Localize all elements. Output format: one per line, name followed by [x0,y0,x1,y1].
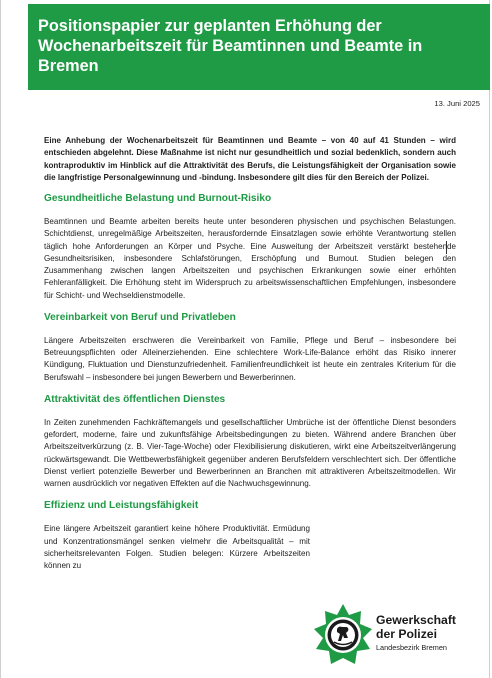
logo-line-gewerkschaft: Gewerkschaft [376,613,456,627]
section-body-attraktivitaet: In Zeiten zunehmenden Fachkräftemangels und gesellschaftlicher Umbrüche ist der öffentliche Dienst besonders gefordert, moderne, faire und zukunftsfähige Arbeitsbedingungen zu bieten. Während andere Branchen über Arbeitszeitverkürzung (z. B. Vier-Tage-Woche) oder Flexibilisierung diskutieren, wirkt eine Arbeitszeitverlängerung rückwärtsgewandt. Die Wettbewerbsfähigkeit gegenüber anderen Berufsfeldern verschlechtert sich. Der öffentliche Dienst verliert potenzielle Bewerber und Bewerberinnen an Branchen mit attraktiveren Arbeitszeitmodellen. Wir warnen ausdrücklich vor negativen Effekten auf die Nachwuchsgewinnung. [44,417,456,488]
document-date: 13. Juni 2025 [434,99,480,108]
section-heading-gesundheit: Gesundheitliche Belastung und Burnout-Risiko [44,193,272,204]
title-banner [28,4,490,90]
logo-line-landesbezirk: Landesbezirk Bremen [376,643,447,652]
section-body-effizienz: Eine längere Arbeitszeit garantiert keine höhere Produktivität. Ermüdung und Konzentrationsmängel senken vielmehr die Arbeitsqualität – mit sicherheitsrelevanten Folgen. Studien belegen: Kürzere Arbeitszeiten können zu [44,524,310,570]
section-body-vereinbarkeit: Längere Arbeitszeiten erschweren die Vereinbarkeit von Familie, Pflege und Beruf – insbesondere bei Betreuungspflichten oder Alleinerziehenden. Eine schlechtere Work-Life-Balance erhöht das Risiko innerer Kündigung, Fluktuation und Dienstunzufriedenheit. Familienfreundlichkeit ist heute ein zentrales Kriterium für die Berufswahl – insbesondere bei jungen Bewerbern und Bewerberinnen. [44,335,456,382]
intro-paragraph: Eine Anhebung der Wochenarbeitszeit für Beamtinnen und Beamte – von 40 auf 41 Stunden – wird entschieden abgelehnt. Diese Maßnahme ist nicht nur gesundheitlich und sozial bedenklich, sondern auch kontraproduktiv im Hinblick auf die Attraktivität des Berufs, die Leistungsfähigkeit der Organisation sowie die langfristige Personalgewinnung und -bindung. Insbesondere gilt dies für den Bereich der Polizei. [44,136,456,182]
section-heading-attraktivitaet: Attraktivität des öffentlichen Dienstes [44,393,226,405]
document-body [44,135,456,581]
logo-line-polizei: der Polizei [376,626,437,641]
union-logo [313,603,483,673]
section-heading-vereinbarkeit: Vereinbarkeit von Beruf und Privatleben [44,311,236,323]
police-star-icon [313,603,373,669]
logo-text [376,614,456,653]
section-heading-effizienz: Effizienz und Leistungsfähigkeit [44,500,199,512]
page-title: Positionspapier zur geplanten Erhöhung der Wochenarbeitszeit für Beamtinnen und Beamte in Bremen [38,17,423,75]
section-body-gesundheit: Beamtinnen und Beamte arbeiten bereits heute unter besonderen physischen und psychischen Belastungen. Schichtdienst, unregelmäßige Arbeitszeiten, herausfordernde Einsatzlagen sowie erhöhte Verantwortung stellen täglich hohe Anforderungen an Körper und Psyche. Eine Ausweitung der Arbeitszeit verstärkt bestehende Gesundheitsrisiken, insbesondere Schlafstörungen, Erschöpfung und Burnout. Studien belegen den Zusammenhang zwischen langen Arbeitszeiten und psychischen Erkrankungen sowie einer erhöhten Fehleranfälligkeit. Die Erhöhung steht im Widerspruch zu arbeitswissenschaftlichen Empfehlungen, insbesondere für Schicht- und Wechseldienstmodelle. [44,217,456,300]
